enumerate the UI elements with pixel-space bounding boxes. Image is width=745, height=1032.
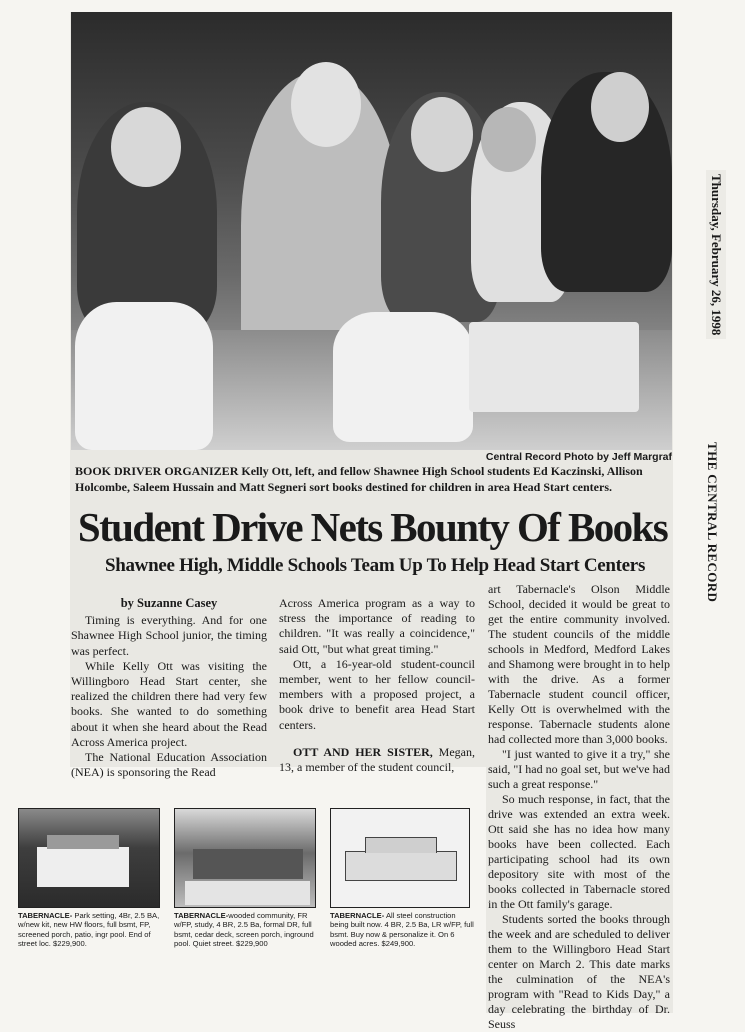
paragraph: Students sorted the books through the week and are scheduled to deliver them to the Willingboro Head Start center on March 2. This date marks the culmination of the NEA's program with "Read to Kids Day," a day celebrating the birthday of Dr. Seuss [488, 912, 670, 1031]
listing-3 [330, 911, 475, 949]
lead-in: OTT AND HER SISTER, [293, 744, 433, 759]
listing-label: TABERNACLE- [330, 911, 385, 920]
newspaper-name: THE CENTRAL RECORD [705, 442, 720, 603]
paragraph: So much response, in fact, that the drive was extended an extra week. Ott said she has no idea how many books have been collected. Each participating school had its own depository site with most of the books collected in Tabernacle stored in the Ott family's garage. [488, 792, 670, 911]
article-column-3 [488, 582, 670, 1032]
headline: Student Drive Nets Bounty Of Books [77, 504, 668, 550]
paragraph: Across America program as a way to stress the importance of reading to children. "It was really a coincidence," said Ott, "but what great timing." [279, 596, 475, 656]
listing-details: Park setting, 4Br, 2.5 BA, w/new kit, new HW floors, full bsmt, FP, screened porch, patio, ingr pool. End of street loc. $229,900. [18, 911, 160, 949]
paragraph: While Kelly Ott was visiting the Willingboro Head Start center, she realized the children there had very few books. She wanted to do something about it when she heard about the Read Across America project. [71, 658, 267, 749]
photo-caption: BOOK DRIVER ORGANIZER Kelly Ott, left, and fellow Shawnee High School students Ed Kaczinski, Allison Holcombe, Saleem Hussain and Matt Segneri sort books destined for children in area Head Start centers. [75, 464, 643, 494]
article-column-1 [71, 596, 267, 780]
paragraph: art Tabernacle's Olson Middle School, decided it would be great to get the entire community involved. The student councils of the middle schools in Medford, Medford Lakes and Shamong were brought in to help with the drive. As a former Tabernacle student council officer, Kelly Ott is overwhelmed with the response. Tabernacle students alone had collected more than 3,000 books. [488, 582, 670, 746]
byline: by Suzanne Casey [120, 596, 218, 610]
students-sorting-books-photo [71, 12, 672, 450]
subheadline: Shawnee High, Middle Schools Team Up To Help Head Start Centers [104, 555, 646, 576]
listing-details: All steel construction being built now. 4 BR, 2.5 Ba, LR w/FP, full bsmt. Buy now & personalize it. On 6 wooded acres. $249,900. [330, 911, 474, 949]
photo-credit: Central Record Photo by Jeff Margraf [485, 451, 672, 463]
paragraph: The National Education Association (NEA) is sponsoring the Read [71, 750, 267, 780]
listing-details: wooded community, FR w/FP, study, 4 BR, 2.5 Ba, formal DR, full bsmt, cedar deck, screen porch, inground pool. Quiet street. $229,900 [174, 911, 314, 949]
listing-1 [18, 911, 163, 949]
house-photo-2 [174, 808, 316, 908]
listing-label: TABERNACLE- [174, 911, 229, 920]
paragraph: Ott, a 16-year-old student-council member, went to her fellow council-members with a proposed project, a book drive to benefit area Head Start centers. [279, 656, 475, 732]
listing-label: TABERNACLE- [18, 911, 73, 920]
house-photo-1 [18, 808, 160, 908]
article-column-2 [279, 596, 475, 775]
paragraph: Timing is everything. And for one Shawnee High School junior, the timing was perfect. [71, 613, 267, 658]
paragraph: "I just wanted to give it a try," she said, "I had no goal set, but we've had such a great response." [488, 747, 670, 791]
lead-in-rest: Megan, 13, a member of the student council, [279, 744, 475, 775]
paragraph-lead [279, 745, 475, 775]
house-sketch-3 [330, 808, 470, 908]
issue-date: Thursday, February 26, 1998 [706, 170, 726, 339]
listing-2 [174, 911, 319, 949]
